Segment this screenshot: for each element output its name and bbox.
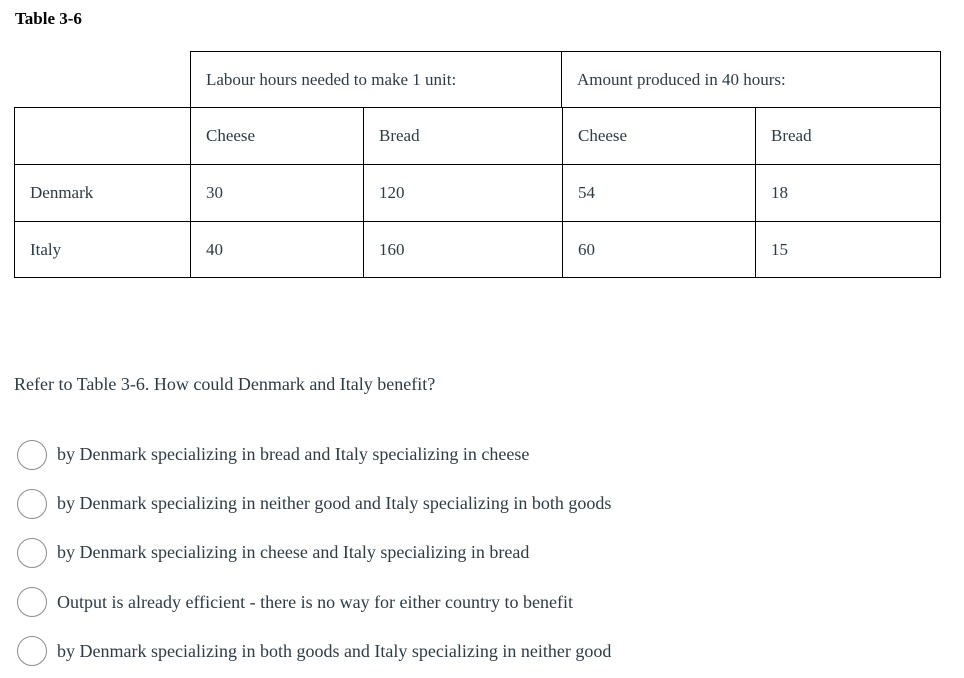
answer-option-label[interactable]: by Denmark specializing in neither good and Italy specializing in both goods bbox=[57, 493, 612, 514]
answer-option[interactable] bbox=[17, 479, 611, 528]
table-cell: 54 bbox=[562, 164, 755, 221]
answer-option-label[interactable]: by Denmark specializing in both goods and Italy specializing in neither good bbox=[57, 640, 612, 661]
table-row-header: Denmark bbox=[14, 164, 190, 221]
table-cell: 18 bbox=[755, 164, 941, 221]
question-text: Refer to Table 3-6. How could Denmark and Italy benefit? bbox=[14, 374, 436, 394]
table-title: Table 3-6 bbox=[15, 9, 82, 28]
answer-option[interactable] bbox=[17, 627, 611, 676]
radio-button[interactable] bbox=[17, 587, 47, 617]
table-cell: 60 bbox=[562, 221, 755, 278]
table-cell: 30 bbox=[190, 164, 363, 221]
group-header-labour-hours bbox=[190, 51, 562, 107]
radio-button[interactable] bbox=[17, 440, 47, 470]
answer-option-label[interactable]: by Denmark specializing in bread and Italy specializing in cheese bbox=[57, 444, 530, 465]
column-header: Cheese bbox=[190, 107, 363, 164]
column-header: Cheese bbox=[562, 107, 755, 164]
group-header-label: Amount produced in 40 hours: bbox=[577, 69, 786, 89]
answer-option-label[interactable]: by Denmark specializing in cheese and Italy specializing in bread bbox=[57, 542, 530, 563]
column-header: Bread bbox=[363, 107, 562, 164]
table-cell: 120 bbox=[363, 164, 562, 221]
answer-option[interactable] bbox=[17, 528, 611, 577]
radio-button[interactable] bbox=[17, 489, 47, 519]
table-cell: 40 bbox=[190, 221, 363, 278]
table-cell: 160 bbox=[363, 221, 562, 278]
radio-button[interactable] bbox=[17, 538, 47, 568]
answer-option[interactable] bbox=[17, 430, 611, 479]
answer-option-label[interactable]: Output is already efficient - there is no way for either country to benefit bbox=[57, 591, 573, 612]
data-table bbox=[0, 0, 964, 300]
answer-options bbox=[17, 430, 611, 676]
answer-option[interactable] bbox=[17, 578, 611, 627]
table-corner-cell bbox=[14, 107, 190, 164]
column-header: Bread bbox=[755, 107, 941, 164]
group-header-amount-produced bbox=[562, 51, 941, 107]
table-cell: 15 bbox=[755, 221, 941, 278]
group-header-label: Labour hours needed to make 1 unit: bbox=[206, 69, 457, 89]
table-row-header: Italy bbox=[14, 221, 190, 278]
radio-button[interactable] bbox=[17, 636, 47, 666]
